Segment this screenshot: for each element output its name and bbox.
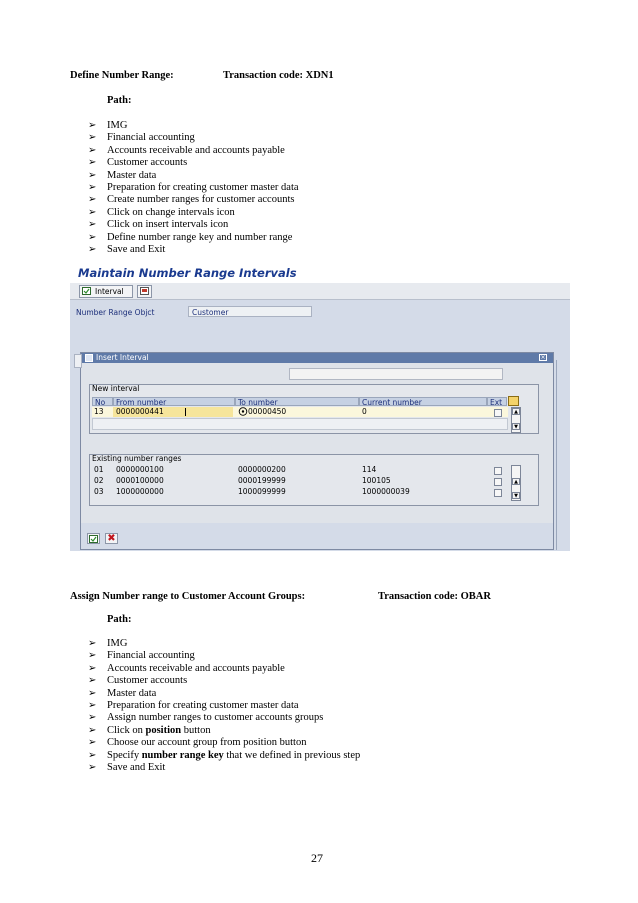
arrow-bullet-icon: ➢ <box>88 687 97 699</box>
arrow-bullet-icon: ➢ <box>88 761 97 773</box>
arrow-bullet-icon: ➢ <box>88 638 97 649</box>
section1-path-label: Path: <box>107 95 132 106</box>
scrollbar[interactable] <box>511 465 521 501</box>
list-item: ➢ Financial accounting <box>88 132 195 144</box>
ext-checkbox[interactable] <box>494 409 502 417</box>
column-header-from: From number <box>113 397 235 406</box>
list-item: ➢ Preparation for creating customer master data <box>88 699 299 711</box>
list-item: ➢ Save and Exit <box>88 761 166 773</box>
section1-steps <box>88 120 299 256</box>
interval-button[interactable]: Interval <box>79 285 133 298</box>
sap-title-bar <box>70 265 570 283</box>
list-item: ➢ Define number range key and number range <box>88 231 293 243</box>
existing-row-no: 02 <box>94 476 104 485</box>
arrow-bullet-icon: ➢ <box>88 120 97 131</box>
sap-screenshot <box>70 265 570 551</box>
dialog-title: Insert Interval <box>96 353 149 362</box>
column-header-ext: Ext <box>487 397 507 406</box>
from-number-input[interactable]: 0000000441 <box>116 407 164 416</box>
list-item: ➢ Choose our account group from position button <box>88 737 307 749</box>
scroll-up-icon[interactable]: ▲ <box>512 408 520 415</box>
scroll-down-icon[interactable]: ▼ <box>512 423 520 430</box>
column-header-to: To number <box>235 397 359 406</box>
section2-tcode: Transaction code: OBAR <box>378 591 491 602</box>
arrow-bullet-icon: ➢ <box>88 737 97 749</box>
sap-screen-title: Maintain Number Range Intervals <box>78 266 297 280</box>
list-item: ➢ Save and Exit <box>88 243 166 255</box>
sap-toolbar <box>70 283 570 300</box>
existing-row-no: 03 <box>94 487 104 496</box>
list-item: ➢ IMG <box>88 638 128 649</box>
ext-checkbox[interactable] <box>494 478 502 486</box>
number-range-object-field[interactable]: Customer <box>188 306 312 317</box>
dialog-titlebar <box>81 353 553 363</box>
scroll-up-icon[interactable]: ▲ <box>512 478 520 485</box>
new-row-no: 13 <box>94 407 104 416</box>
arrow-bullet-icon: ➢ <box>88 169 97 181</box>
list-item: ➢ Customer accounts <box>88 157 188 169</box>
list-item: ➢ Specify number range key that we defined in previous step <box>88 749 361 761</box>
existing-row-to: 0000199999 <box>238 476 286 485</box>
list-item: ➢ Assign number ranges to customer accounts groups <box>88 712 324 724</box>
empty-row <box>92 418 508 430</box>
list-item: ➢ Preparation for creating customer master data <box>88 181 299 193</box>
screen-divider <box>556 360 557 550</box>
scrollbar[interactable] <box>511 407 521 433</box>
arrow-bullet-icon: ➢ <box>88 219 97 231</box>
arrow-bullet-icon: ➢ <box>88 243 97 255</box>
table-settings-icon[interactable] <box>508 396 519 406</box>
current-number-input[interactable]: 0 <box>362 407 367 416</box>
section2-heading: Assign Number range to Customer Account Groups: <box>70 591 306 602</box>
existing-row-current: 1000000039 <box>362 487 410 496</box>
list-item: ➢ Click on position button <box>88 724 211 736</box>
arrow-bullet-icon: ➢ <box>88 181 97 193</box>
existing-row-from: 0000000100 <box>116 465 164 474</box>
existing-row-from: 1000000000 <box>116 487 164 496</box>
column-header-no: No <box>92 397 113 406</box>
cancel-icon[interactable]: ✖ <box>105 533 118 544</box>
existing-ranges-group <box>89 454 539 506</box>
list-item: ➢ Master data <box>88 169 157 181</box>
ext-checkbox[interactable] <box>494 489 502 497</box>
list-item: ➢ Create number ranges for customer accounts <box>88 194 295 206</box>
list-item: ➢ Click on change intervals icon <box>88 206 235 218</box>
section2-path-label: Path: <box>107 614 132 625</box>
arrow-bullet-icon: ➢ <box>88 699 97 711</box>
variant-icon <box>140 287 149 295</box>
arrow-bullet-icon: ➢ <box>88 231 97 243</box>
arrow-bullet-icon: ➢ <box>88 712 97 724</box>
existing-row-no: 01 <box>94 465 104 474</box>
list-item: ➢ Financial accounting <box>88 650 195 662</box>
variants-button[interactable] <box>137 285 152 298</box>
confirm-icon <box>89 535 98 543</box>
new-interval-group <box>89 384 539 434</box>
existing-row-to: 1000099999 <box>238 487 286 496</box>
list-item: ➢ Master data <box>88 687 157 699</box>
arrow-bullet-icon: ➢ <box>88 675 97 687</box>
list-item: ➢ Accounts receivable and accounts payable <box>88 662 285 674</box>
scroll-down-icon[interactable]: ▼ <box>512 492 520 499</box>
arrow-bullet-icon: ➢ <box>88 206 97 218</box>
existing-row-current: 114 <box>362 465 377 474</box>
arrow-bullet-icon: ➢ <box>88 157 97 169</box>
dialog-footer <box>81 523 553 549</box>
section1-heading: Define Number Range: <box>70 70 174 81</box>
side-tab <box>74 354 82 368</box>
to-number-input[interactable]: 00000450 <box>248 407 287 416</box>
insert-interval-dialog <box>80 352 554 550</box>
existing-ranges-tab: Existing number ranges <box>92 454 182 463</box>
number-range-object-label: Number Range Objct <box>76 308 155 317</box>
section2-steps <box>88 638 360 774</box>
list-item: ➢ Click on insert intervals icon <box>88 219 229 231</box>
list-item: ➢ Customer accounts <box>88 675 188 687</box>
arrow-bullet-icon: ➢ <box>88 650 97 662</box>
existing-row-current: 100105 <box>362 476 391 485</box>
section1-tcode: Transaction code: XDN1 <box>223 70 334 81</box>
arrow-bullet-icon: ➢ <box>88 194 97 206</box>
dialog-icon <box>85 354 93 362</box>
new-interval-tab: New interval <box>92 384 140 393</box>
arrow-bullet-icon: ➢ <box>88 724 97 736</box>
list-item: ➢ Accounts receivable and accounts payable <box>88 144 285 156</box>
list-item: ➢ IMG <box>88 120 128 131</box>
existing-row-from: 0000100000 <box>116 476 164 485</box>
column-header-current: Current number <box>359 397 487 406</box>
page-number: 27 <box>311 851 323 865</box>
arrow-bullet-icon: ➢ <box>88 132 97 144</box>
ext-checkbox[interactable] <box>494 467 502 475</box>
confirm-button[interactable] <box>87 533 100 544</box>
close-icon[interactable]: × <box>540 354 546 361</box>
arrow-bullet-icon: ➢ <box>88 749 97 761</box>
dialog-input-field[interactable] <box>289 368 503 380</box>
arrow-bullet-icon: ➢ <box>88 144 97 156</box>
cursor-target-icon <box>238 407 248 416</box>
text-cursor <box>185 408 186 416</box>
arrow-bullet-icon: ➢ <box>88 662 97 674</box>
insert-interval-icon <box>82 287 91 295</box>
existing-row-to: 0000000200 <box>238 465 286 474</box>
sap-main-area <box>70 300 570 551</box>
